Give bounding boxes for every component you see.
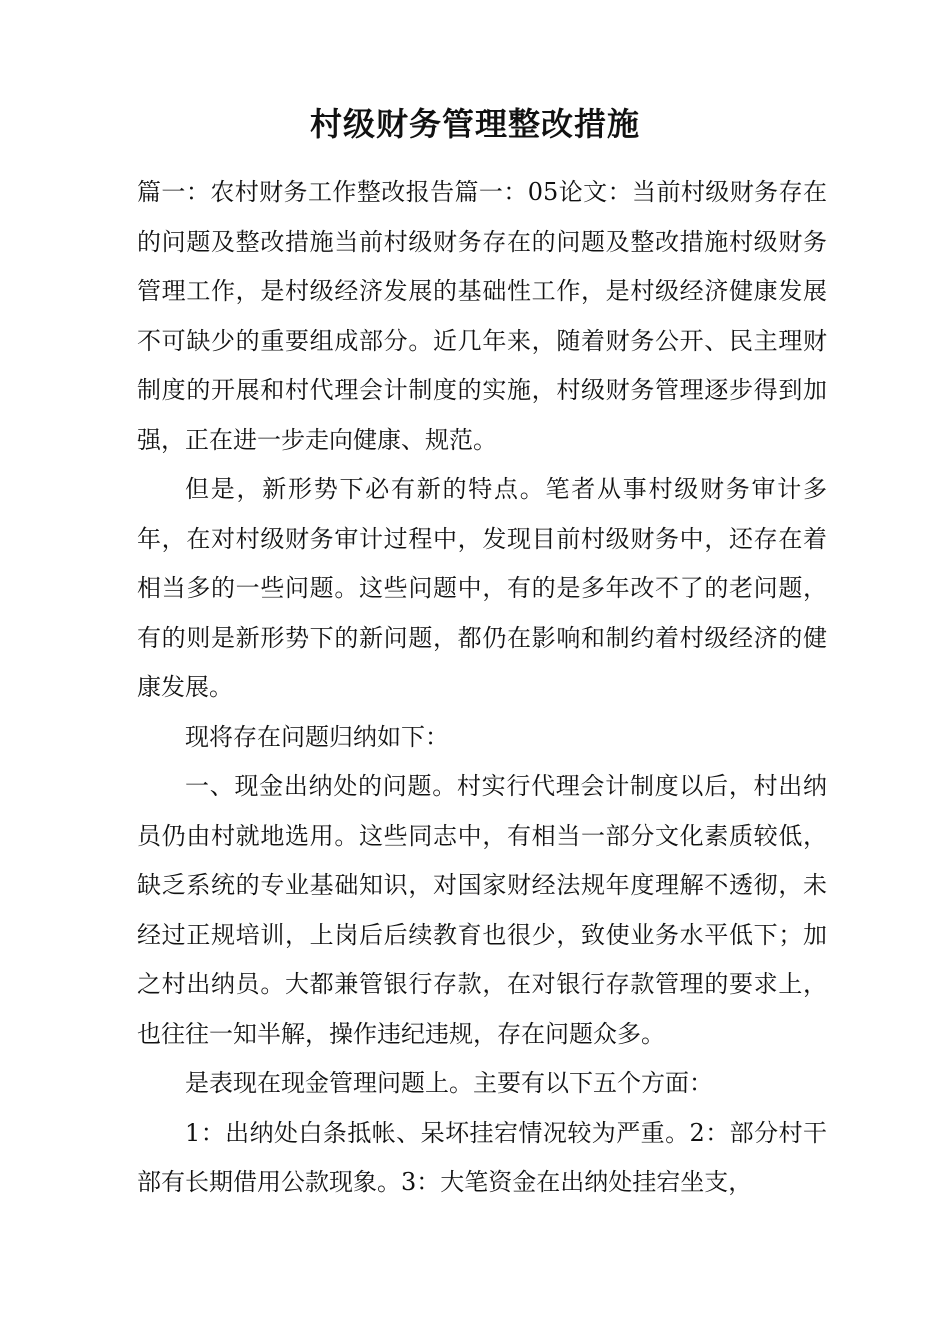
paragraph-cash-management: 是表现在现金管理问题上。主要有以下五个方面： bbox=[185, 1069, 713, 1097]
document-title: 村级财务管理整改措施 bbox=[309, 105, 640, 143]
paragraph-intro: 篇一：农村财务工作整改报告篇一：05论文：当前村级财务存在的问题及整改措施当前村级财务存在的问题及整改措施村级财务管理工作，是村级经济发展的基础性工作，是村级经济健康发展不可缺少的重要组成部分。近几年来，随着财务公开、民主理财制度的开展和村代理会计制度的实施，村级财务管理逐步得到加强，正在进一步走向健康、规范。 bbox=[137, 178, 827, 454]
paragraph-issue-list: 1：出纳处白条抵帐、呆坏挂宕情况较为严重。2：部分村干部有长期借用公款现象。3：大笔资金在出纳处挂宕坐支， bbox=[137, 1118, 827, 1196]
paragraph-cashier-issues: 一、现金出纳处的问题。村实行代理会计制度以后，村出纳员仍由村就地选用。这些同志中，有相当一部分文化素质较低，缺乏系统的专业基础知识，对国家财经法规年度理解不透彻，未经过正规培训，上岗后后续教育也很少，致使业务水平低下；加之村出纳员。大都兼管银行存款，在对银行存款管理的要求上，也往往一知半解，操作违纪违规，存在问题众多。 bbox=[137, 772, 827, 1048]
paragraph-new-situation: 但是，新形势下必有新的特点。笔者从事村级财务审计多年，在对村级财务审计过程中，发现目前村级财务中，还存在着相当多的一些问题。这些问题中，有的是多年改不了的老问题，有的则是新形势下的新问题，都仍在影响和制约着村级经济的健康发展。 bbox=[137, 475, 827, 701]
paragraph-summary-lead: 现将存在问题归纳如下： bbox=[185, 722, 449, 751]
document-body bbox=[137, 168, 827, 1208]
